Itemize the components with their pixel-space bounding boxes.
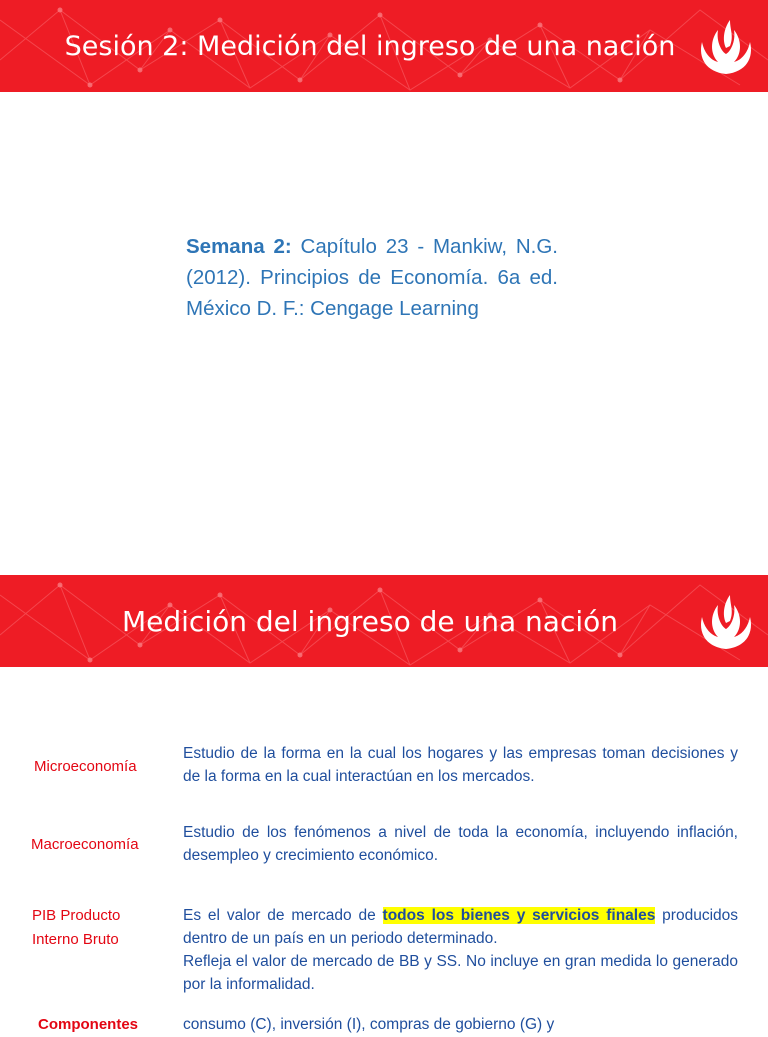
slide-2-title: Medición del ingreso de una nación (121, 604, 618, 638)
term-microeconomia: Microeconomía (34, 758, 137, 775)
term-pib: PIB Producto Interno Bruto (32, 907, 121, 948)
pib-highlight: todos los bienes y servicios finales (382, 907, 656, 924)
term-componentes: Componentes (38, 1016, 139, 1033)
upc-flame-logo-icon (696, 18, 756, 76)
reference-citation (186, 231, 558, 324)
slide-1-header (0, 0, 768, 92)
definition-macroeconomia: Estudio de los fenómenos a nivel de toda la economía, incluyendo inflación, desempleo y crecimiento económico. (183, 824, 738, 864)
upc-flame-logo-icon (696, 593, 756, 651)
slide-separator (0, 560, 768, 575)
reference-label: Semana 2: (186, 235, 292, 258)
slide-2 (0, 575, 768, 1033)
reference-text: Capítulo 23 - Mankiw, N.G. (2012). Principios de Economía. 6a ed. México D. F.: Cengage Learning (186, 235, 558, 320)
pib-text-before: Es el valor de mercado de (183, 907, 383, 924)
slide-2-header (0, 575, 768, 667)
pib-text-line2: Refleja el valor de mercado de BB y SS. No incluye en gran medida lo generado por la informalidad. (183, 953, 738, 993)
definition-microeconomia: Estudio de la forma en la cual los hogares y las empresas toman decisiones y de la forma en la cual interactúan en los mercados. (183, 745, 738, 785)
pib-text-after: producidos dentro de un país en un periodo determinado. (183, 907, 739, 947)
term-macroeconomia: Macroeconomía (31, 836, 139, 853)
definition-pib (183, 904, 738, 996)
definition-componentes: consumo (C), inversión (I), compras de gobierno (G) y (183, 1016, 555, 1033)
slide-1-title: Sesión 2: Medición del ingreso de una nación (64, 30, 676, 62)
